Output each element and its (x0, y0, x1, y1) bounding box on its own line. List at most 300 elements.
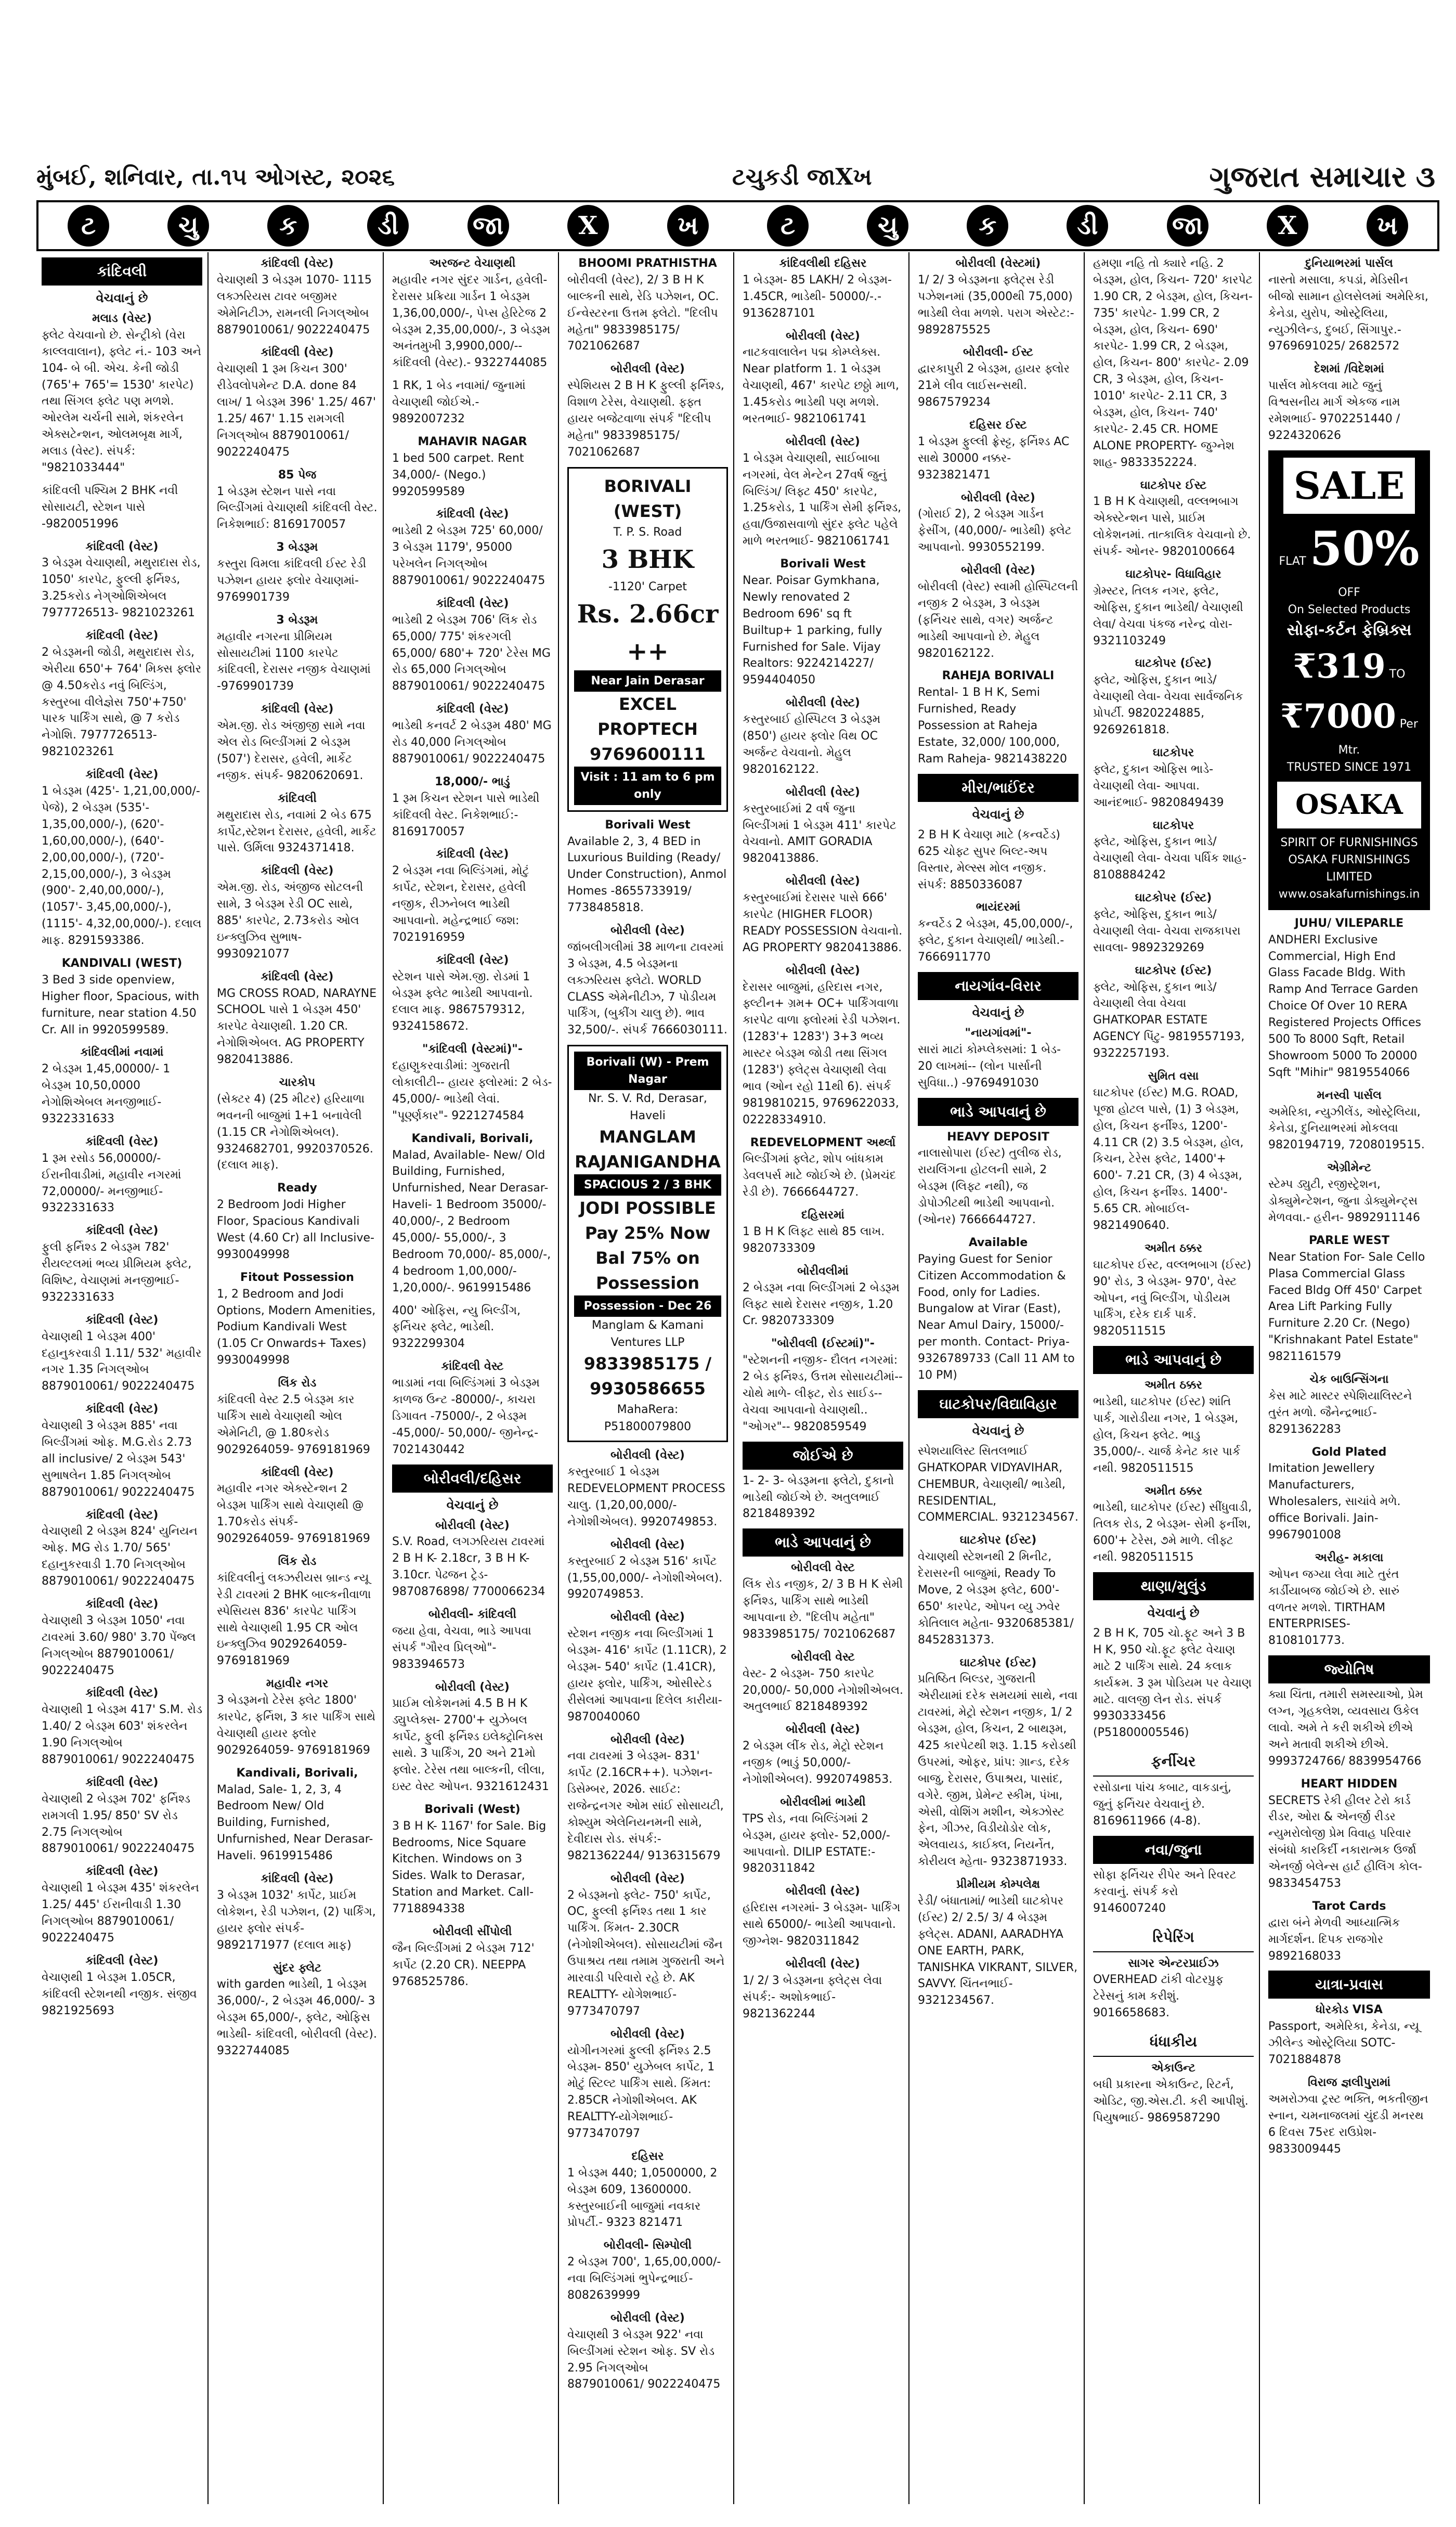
section-subtitle: વેચવાનું છે (96, 291, 148, 305)
ad-area-title: RAHEJA BORIVALI (942, 669, 1055, 683)
ad-body: 1, 2 Bedroom and Jodi Options, Modern Amenities, Podium Kandivali West (1.05 Cr Onwards+ Taxes) 9930049998 (217, 1287, 376, 1367)
classified-ad (567, 923, 728, 1039)
classified-ad (743, 1794, 903, 1877)
classified-ad (567, 1537, 728, 1603)
ad-area-title: ધોરકોડ VISA (1316, 2003, 1383, 2017)
section-subtitle: વેચવાનું છે (1147, 1605, 1200, 1621)
column-8 (1263, 252, 1435, 2504)
classified-ad (918, 344, 1078, 411)
ad-list (918, 1129, 1078, 1384)
classified-ad (743, 1473, 903, 1523)
classified-ad (42, 1685, 202, 1768)
ad-body: 3 બેડરૂમ વેચાણથી, મથુરાદાસ રોડ, 1050' કારપેટ, ફુલ્લી ફર્નિશ્ડ, 3.25કરોડ નેગ્ઓશિએબલ 7977726513- 9821023261 (42, 556, 201, 620)
classified-ad (392, 1303, 553, 1353)
ad-area-title: ઘાટકોપર (1152, 819, 1194, 832)
ad-body: ફ્લેટ, ઓફિસ, દુકાન ભાડે/ વેચાણથી લેવા- વેચવા પર્ધિક શાહ- 8108884242 (1093, 835, 1247, 882)
ad-area-title: કાંદિવલી (વેસ્ટ) (436, 848, 509, 861)
ad-area-title: Gold Plated (1311, 1445, 1387, 1459)
classified-ad (217, 969, 378, 1068)
ad-area-title: ચેક બાઉન્સિંગના (1309, 1372, 1389, 1386)
ad-body: વેચાણથી 3 બેડરૂમ 1050' નવા ટાવરમાં 3.60/ 980' 3.70 પેંજ્લ નિગલ્ઓબ 8879010061/ 9022240475 (42, 1614, 196, 1677)
column-6 (913, 252, 1085, 2504)
ad-body: વેચાણથી 1 બેડરૂમ 417' S.M. રોડ 1.40/ 2 બેડરૂમ 603' શંકરલેન 1.90 નિગલ્ઓબ 8879010061/ 9022240475 (42, 1703, 202, 1767)
ad-area-title: બોરીવલી (વેસ્ટ) (786, 329, 860, 343)
ad-area-title: કાંદિવલી (વેસ્ટ) (261, 1872, 334, 1886)
ad-area-title: બોરીવલી (વેસ્ટમાં) (955, 257, 1041, 270)
classified-ad (217, 791, 378, 857)
ad-phone: 9769600111 (590, 744, 706, 764)
classified-ad (918, 899, 1078, 966)
banner-char: જા (467, 205, 509, 247)
ad-area-title: Ready (277, 1182, 317, 1195)
ad-body: ફ્લેટ વેચવાનો છે. સેન્ટ્રીકો (વેરા કાલ્લવાલાન), ફ્લેટ નં.- 103 અને 104- બે બી. એચ. કેની જોડી (765'+ 765'= 1530' કારપેટ) તથા સિંગલ ફ્લેટ પણ મળશે. ઓરલેમ ચર્ચની સામે, શંકરલેન એક્સટેન્શન, ઓલમબૃક્ષ માર્ગ, મલાડ (વેસ્ટ). સંપર્ક: "9821033444" (42, 328, 202, 475)
ad-body: 400' ઓફિસ, ન્યુ બિલ્ડીંગ, ફર્નિચર ફ્લેટ, ભાડેથી. 9322299304 (392, 1304, 521, 1351)
classified-ad (392, 1802, 553, 1917)
classified-ad (42, 483, 202, 533)
classified-ad (918, 1876, 1078, 2009)
ad-area-title: કાંદિવલી (વેસ્ટ) (85, 1865, 159, 1878)
ad-area-title: બોરીવલી (વેસ્ટ) (786, 1957, 860, 1971)
column-4 (562, 252, 734, 2504)
ad-body: સ્પેશિયસ 2 B H K ફુલ્લી ફર્નિશ્ડ, વિશાળ ટેરેસ, વેચાણથી. ફ્ફ્ત હાયર બજેટવાળા સંપર્ક "દિલીપ મહેતા" 9833985175/ 7021062687 (567, 379, 724, 459)
classified-ad (217, 701, 378, 784)
ad-body: દ્વારા બંને મેળવી આધ્યાત્મિક માર્ગદર્શન. દિપક રાજગોર 9892168033 (1268, 1916, 1400, 1963)
ad-list (567, 1447, 728, 2393)
classified-ad (42, 1312, 202, 1395)
classified-ad (567, 2310, 728, 2393)
banner-char: X (567, 205, 609, 247)
ad-area-title: ઘાટકોપર (ઈસ્ટ) (1135, 657, 1212, 670)
classified-ad (392, 1518, 553, 1600)
ad-list (918, 255, 1078, 768)
classified-ad (567, 255, 728, 355)
classified-ad (918, 1443, 1078, 1526)
ad-body: "સ્ટેશનની નજીક- દૌલત નગરમાં: 2 બેડ ફર્નિશ્ડ, ઉત્તમ સોસાયટીમાં-- ચોથે માળે- લીફ્ટ, રોડ સાઈડ-- વેચવા આપવાનો વેચાણથી.. "ઓગર"-- 9820859549 (743, 1354, 903, 1433)
ad-body: 2 બેડરૂમ લીંક રોડ, મેટ્રો સ્ટેશન નજીક (ભાડું 50,000/- નેગોશીએબલ). 9920749853. (743, 1740, 893, 1786)
classified-ad (743, 784, 903, 867)
classified-ad (1268, 1550, 1430, 1649)
ad-area-title: કાંદિવલી (વેસ્ટ) (261, 257, 334, 270)
classified-ad (1268, 1371, 1430, 1438)
classified-ad (918, 1129, 1078, 1228)
section-subtitle: વેચવાનું છે (446, 1497, 499, 1512)
ad-body: અમેરિકા, ન્યુઝીલેંડ, ઓસ્ટ્રેલિયા, કેનેડા, દુનિયાભરમાં મોકલવા 9820194719, 7208019515. (1268, 1105, 1425, 1152)
ad-area-title: PARLE WEST (1309, 1234, 1389, 1247)
ad-body: ગ્રેમ્સ્ટર, તિલક નગર, ફ્લેટ, ઓફિસ, દુકાન ભાડેથી/ વેચાણથી લેવા/ વેચવા પંકજ નરેન્દ્ર વોરા- 9321103249 (1093, 584, 1243, 647)
classified-ad (1268, 1233, 1430, 1365)
section-heading: ભાડે આપવાનું છે (743, 1528, 903, 1557)
ad-area-title: કાંદિવલી (વેસ્ટ) (85, 1508, 159, 1522)
ad-area-title: Kandivali, Borivali, (411, 1132, 534, 1145)
ad-area-title: બોરીવલી (વેસ્ટ) (786, 696, 860, 710)
classified-ad (1093, 1955, 1254, 2022)
classified-ad (217, 612, 378, 695)
classified-ad (1268, 1898, 1430, 1965)
ad-area-title: ચારકોપ (279, 1075, 316, 1089)
ad-list (1093, 1625, 1254, 1741)
ad-body: ફ્લેટ, ઓફિસ, દુકાન ભાડે/ વેચાણથી લેવા વેચવા GHATKOPAR ESTATE AGENCY પિંટુ- 9819557193, 9322257193. (1093, 980, 1245, 1060)
ad-area-title: દહિસર ઈસ્ટ (969, 419, 1027, 432)
ad-area-title: કાંદિવલી (વેસ્ટ) (436, 953, 509, 967)
sale-percent: 50% (1309, 521, 1420, 576)
ad-area-title: બોરીવલી (વેસ્ટ) (786, 785, 860, 799)
ad-area-title: JUHU/ VILEPARLE (1294, 916, 1404, 930)
classified-ad (743, 1207, 903, 1257)
masthead-title: ગુજરાત સમાચાર (1209, 159, 1407, 194)
ad-body: ભાડેથી કનવર્ટ 2 બેડરૂમ 480' MG રોડ 40,000 નિગલ્ઓબ 8879010061/ 9022240475 (392, 719, 552, 766)
ad-area-title: કાંદિવલી (વેસ્ટ) (85, 629, 159, 643)
ad-body: સારાં માટાં કોમ્પ્લેક્સમાં: 1 બેડ- 20 લાખમાં-- (લોન પાર્સાની સુવિધા..) -9769491030 (918, 1043, 1061, 1090)
ad-body: કસ્તુરબાઈ 1 બેડરૂમ REDEVELOPMENT PROCESS ચાલુ. (1,20,00,000/- નેગોશીએબલ). 9920749853. (567, 1466, 725, 1528)
classified-ad (217, 467, 378, 534)
ad-line: Manglam & Kamani Ventures LLP (591, 1319, 704, 1350)
ad-area-title: કાંદિવલી (વેસ્ટ) (436, 597, 509, 610)
column-1 (36, 252, 209, 2504)
ad-area-title: અરજન્ટ વેચાણથી (429, 257, 516, 270)
banner-char: ખ (667, 205, 709, 247)
ad-body: (ગોરાઈ 2), 2 બેડરૂમ ગાર્ડન ફેસીંગ, (40,000/- ભાડેથી) ફ્લેટ આપવાનો. 9930552199. (918, 508, 1072, 554)
ad-area-title: ઘાટકોપર (ઈસ્ટ) (959, 1534, 1037, 1547)
ad-area-title: કાંદિવલી (વેસ્ટ) (436, 508, 509, 521)
ad-area-title: KANDIVALI (WEST) (61, 956, 183, 970)
classified-ad (567, 361, 728, 460)
classified-ad (918, 1532, 1078, 1648)
section-heading: નાયગાંવ-વિરાર (918, 972, 1078, 1000)
ad-area-title: ઘાટકોપર (ઈસ્ટ) (1135, 891, 1212, 905)
ad-area-title: બોરીવલી- ઈસ્ટ (963, 346, 1033, 359)
ad-body: 2 બેડરૂમ નવા બિલ્ડિંગમાં, મોટું કાર્પેટ, સ્ટેશન, દેરાસર, હવેલી નજીક, રીઝનેબલ ભાડેથી આપવાનો. મહેન્દ્રભાઈ જશ: 7021916959 (392, 864, 529, 944)
sale-word: SALE (1283, 458, 1415, 514)
classified-ad (567, 2026, 728, 2142)
ad-area-title: કાંદિવલી (વેસ્ટ) (261, 703, 334, 716)
ad-body: કાંદિવલી પશ્ચિમ 2 BHK નવી સોસાયટી, સ્ટેશન પાસે -9820051996 (42, 484, 178, 530)
ad-area-title: વિરાજ જ્ઞલીપુરામાં (1308, 2076, 1390, 2090)
ad-body: ભાડામાં નવા બિલ્ડિંગમાં 3 બેડરૂમ કાળજ ઉન્ટ -80000/-, કાચરા ડિગાવત -75000/-, 2 બેડરૂમ -45,000/- 50,000/- જીનેન્દ્ર- 7021430442 (392, 1377, 540, 1456)
ad-body: વેચાણથી સ્ટેશનથી 2 મિનીટ, દેરાસરની બાજુમાં, Ready To Move, 2 બેડરૂમ ફ્લેટ, 600'- 650' કારપેટ, ઓપન વ્યુ ઝવેર કોતિલાલ મહેતા- 9320685381/ 8452831373. (918, 1550, 1074, 1647)
ad-area-title: કાંદિવલી (વેસ્ટ) (85, 540, 159, 553)
section-heading: બોરીવલી/દહિસર (392, 1465, 553, 1493)
ad-line: Possession - Dec 26 (574, 1295, 721, 1317)
classified-ad (217, 539, 378, 606)
ad-body: કન્વર્ટેડ 2 બેડરૂમ, 45,00,000/-, ફ્લેટ, દુકાન વેચાણથી/ ભાડેથી.- 7666911770 (918, 917, 1073, 964)
ad-area-title: સુમિત વસા (1148, 1069, 1199, 1083)
brand-tagline: SPIRIT OF FURNISHINGS (1280, 836, 1418, 849)
classified-ad (1268, 1687, 1430, 1769)
ad-line: JODI POSSIBLE (579, 1198, 716, 1219)
classified-ad (918, 417, 1078, 484)
ad-list (1268, 1687, 1430, 1964)
ad-area-title: કાંદિવલી (વેસ્ટ) (261, 970, 334, 983)
ad-body: 1 બેડરૂમ (425'- 1,21,00,000/- પેજે), 2 બેડરૂમ (535'- 1,35,00,000/-), (620'- 1,60,00,000/-), (640'- 2,00,00,000/-), (720'- 2,15,00,000/-), 3 બેડરૂમ (900'- 2,40,00,000/-), (1057'- 3,45,00,000/-), (1115'- 4,32,00,000/-). દલાલ માફ. 8291593386. (42, 785, 202, 948)
ad-body: જૈન બિલ્ડીંગમાં 2 બેડરૂમ 712' કાર્પેટ (2.20 CR). NEEPPA 9768525786. (392, 1941, 535, 1988)
classified-ad (918, 668, 1078, 767)
ad-body: 2 બેડરૂમ નવા બિલ્ડીંગમાં 2 બેડરૂમ લિફ્ટ સાથે દેરાસર નજીક, 1.20 Cr. 9820733309 (743, 1281, 900, 1328)
ad-line: Borivali (W) - Prem Nagar (574, 1052, 721, 1090)
classified-ad (392, 378, 553, 427)
section-heading: યાત્રા-પ્રવાસ (1268, 1971, 1430, 1999)
ad-list (918, 1443, 1078, 2009)
classified-ad (1093, 255, 1254, 471)
ad-body: કાંદિવલીનું લક્ઝરીયસ બ્રાન્ડ ન્યૂ રેડી ટાવરમાં 2 BHK બાલ્કનીવાળા સ્પેસિયસ 836' કારપેટ પાર્કિંગ સાથે વેચાણથી 1.95 CR ઓલ ઇન્ક્લુઝિવ 9029264059- 9769181969 (217, 1571, 371, 1668)
ad-body: ફુલી ફર્નિશ્ડ 2 બેડરૂમ 782' રીયલ્ટલમાં ભવ્ય પ્રીમિયમ ફ્લેટ, વિશિષ્ટ, વેચાણમાં મનજીભાઈ- 9322331633 (42, 1241, 192, 1304)
ad-area-title: BHOOMI PRATHISTHA (578, 257, 717, 270)
ad-body: વેચાણથી 3 બેડરૂમ 1070- 1115 લક્ઝરિયસ ટાવર બજીમર એમેનિટીઝ, રામનલી નિગલ્ઓબ 8879010061/ 9022240475 (217, 273, 372, 336)
ad-area-title: બોરીવલી (વેસ્ટ) (610, 2027, 685, 2041)
sale-flat: FLAT (1279, 554, 1306, 568)
ad-area-title: 18,000/- ભાડું (435, 775, 510, 788)
ad-body: નવા ટાવરમાં 3 બેડરૂમ- 831' કાર્પેટ (2.16CR++). પઝેશન- ડિસેમ્બર, 2026. સાઈટ: રાજેન્દ્રનગર ઓમ સાંઈ સોસાયટી, કોશ્યુમ એલેનિયનમની સામે, દેવીદાસ રોડ. સંપર્ક:- 9821362244/ 9136315679 (567, 1750, 724, 1862)
classified-ad (392, 595, 553, 695)
ad-area-title: અમીત ઠક્કર (1145, 1241, 1202, 1255)
brand-logo: OSAKA (1276, 780, 1423, 830)
classified-ad (217, 1676, 378, 1758)
ad-body: ભાડેથી 2 બેડરૂમ 725' 60,000/ 3 બેડરૂમ 1179', 95000 પરેખલેન નિગલ્ઓબ 8879010061/ 9022240475 (392, 524, 545, 588)
ad-body: મથુરાદાસ રોડ, નવામાં 2 બેડ 675 કાર્પેટ,સ્ટેશન દેરાસર, હવેલી, માર્કેટ પાસે. ઉર્મિલા 9324371418. (217, 808, 376, 855)
ad-list (743, 1560, 903, 2022)
classified-ad (918, 1655, 1078, 1871)
ad-list (567, 817, 728, 1039)
display-ad-borivali (567, 467, 728, 812)
classified-ad (1268, 2075, 1430, 2157)
banner-char: ટ (68, 205, 109, 247)
ad-list (918, 1025, 1078, 1092)
classified-ad (42, 1401, 202, 1500)
ad-line: Nr. S. V. Rd, Derasar, Haveli (588, 1092, 707, 1123)
ad-list (217, 255, 378, 2059)
ad-body: ફ્લેટ, ઓફિસ, દુકાન ભાડે/ વેચાણથી લેવા- વેચવા રાજકાપરા સાવલા- 9892329269 (1093, 908, 1241, 954)
ad-body: 1 bed 500 carpet. Rent 34,000/- (Nego.) 9920599589 (392, 451, 524, 498)
ad-list (1093, 1780, 1254, 1830)
classified-ad (743, 1649, 903, 1716)
ad-body: Near Station For- Sale Cello Plasa Commercial Glass Faced Bldg Off 450' Carpet Area Lift Parking Fully Furniture 2.20 Cr. (Nego) "Krishnakant Patel Estate" 9821161579 (1268, 1250, 1425, 1364)
classified-ad (743, 1560, 903, 1642)
ad-area-title: "કાંદિવલી (વેસ્ટમાં)"- (422, 1043, 523, 1056)
ad-list (1268, 255, 1430, 444)
ad-area-title: ઘાટકોપર (1152, 746, 1194, 759)
ad-body: 2 બેડરૂમની જોડી, મથુરાદાસ રોડ, એરીયા 650'+ 764' મિક્સ ફ્લોર @ 4.50કરોડ નવું બિલ્ડિંગ, કસ્તુરબા વીલેજ્ઞેસ 750'+750' પારક પાર્કિંગ સાથે, @ 7 કરોડ નેગોશિ. 7977726513- 9821023261 (42, 645, 202, 759)
ad-body: ઓપન જગ્યા લેવા માટે તુરંત કાર્ડીયાબજ જોઈએ છે. સારું વળતર મળશે. TIRTHAM ENTERPRISES- 8108101773. (1268, 1567, 1399, 1648)
section-banner (36, 200, 1439, 251)
ad-area-title: બોરીવલી- સિમ્પોલી (603, 2239, 692, 2252)
ad-area-title: એકાઉન્ટ (1151, 2062, 1195, 2075)
ad-body: લિંક રોડ નજીક, 2/ 3 B H K સેમી ફર્નિશ્ડ, પાર્કિંગ સાથે ભાડેથી આપવાના છે. "દિલીપ મહેતા" 9833985175/ 7021062687 (743, 1578, 903, 1641)
ad-area-title: બોરીવલી (વેસ્ટ) (610, 1611, 685, 1624)
sale-trusted: TRUSTED SINCE 1971 (1286, 760, 1412, 774)
ad-area-title: દહિસરમાં (801, 1209, 845, 1222)
ad-area-title: બોરીવલી (વેસ્ટ) (610, 1733, 685, 1746)
classified-ad (567, 1871, 728, 2020)
ad-body: મહાવીર નગરના પ્રીમિયમ સોસાયટીમાં 1100 કારપેટ કાંદિવલી, દેરાસર નજીક વેચાણમાં -9769901739 (217, 630, 371, 693)
classified-ad (1093, 655, 1254, 738)
section-heading: જ્યોતિષ (1268, 1655, 1430, 1683)
classified-ad (217, 1871, 378, 1953)
ad-body: કસ્તુરબાઈમાં દેરાસર પાસે 666' કારપેટ (HIGHER FLOOR) READY POSSESSION વેચવાનો. AG PROPERTY 9820413886. (743, 891, 903, 954)
ad-area-title: કાંદિવલીથી દહિસર (779, 257, 867, 270)
ad-body: બોરીવલી (વેસ્ટ) સ્વામી હોસ્પિટલની નજીક 2 બેડરૂમ, 3 બેડરૂમ (ફર્નિચર સાથે, વગર) અર્જન્ટ ભાડેથી આપવાનો છે. મેહુલ 9820162122. (918, 580, 1078, 660)
ad-body: સ્ટેશન નજીક નવા બિલ્ડીંગમાં 1 બેડરૂમ- 416' કાર્પેટ (1.11CR), 2 બેડરૂમ- 540' કાર્પેટ (1.41CR), હાયર ફ્લોર, પાર્કિંગ, ઓસીસ્ટેડ રીસેલમાં આપવાના દિલેલ કારીયા- 9870040060 (567, 1627, 727, 1723)
ad-price: Rs. 2.66cr ++ (577, 599, 719, 666)
ad-area-title: બોરીવલી- કાંદિવલી (428, 1608, 517, 1622)
ad-area-title: બોરીવલી (વેસ્ટ) (610, 1449, 685, 1462)
ad-area-title: ભાયંદરમાં (976, 901, 1021, 914)
ad-list (567, 255, 728, 461)
ad-area-title: કાંદિવલી (વેસ્ટ) (85, 1224, 159, 1238)
classified-ad (392, 434, 553, 500)
sale-off: OFF (1338, 586, 1360, 599)
classified-ad (743, 963, 903, 1129)
ad-body: 1 RK, 1 બેડ નવામાં/ જુનામાં વેચાણથી જોઈએ.- 9892007232 (392, 379, 526, 426)
ad-body: TPS રોડ, નવા બિલ્ડિંગમાં 2 બેડરૂમ, હાયર ફ્લોર- 52,000/- આપવાનો. DILIP ESTATE:- 9820311842 (743, 1812, 890, 1875)
classified-ad (217, 1960, 378, 2059)
classified-ad (1268, 1087, 1430, 1154)
classified-ad (1093, 477, 1254, 560)
ad-area-title: 85 પેજ (278, 468, 317, 482)
section-heading: જોઈએ છે (743, 1442, 903, 1470)
ad-carpet: -1120' Carpet (608, 580, 687, 593)
classified-ad (918, 562, 1078, 662)
ad-area-title: ઘાટકોપર ઈસ્ટ (1140, 478, 1207, 492)
section-subtitle: વેચવાનું છે (972, 1423, 1024, 1438)
ad-body: 2 બેડરૂમ 1,45,00000/- 1 બેડરૂમ 10,50,0000 નેગોશિએબલ મનજીભાઈ- 9322331633 (42, 1062, 171, 1125)
ad-body: Passport, અમેરિકા, કેનેડા, ન્યૂ ઝીલેન્ડ ઓસ્ટ્રેલિયા SOTC- 7021884878 (1268, 2020, 1420, 2067)
classified-ad (217, 255, 378, 338)
classified-ad (743, 873, 903, 956)
ad-body: એમ.જી. રોડ અંજીજી સામે નવા એલ રોડ બિલ્ડીંગમાં 2 બેડરૂમ (507') દેરાસર, હવેલી, માર્કેટ નજીક. સંપર્ક- 9820620691. (217, 719, 366, 782)
classified-ad (567, 817, 728, 916)
classified-ad (1268, 2002, 1430, 2068)
classified-ad (1093, 566, 1254, 649)
ad-area-title: Tarot Cards (1312, 1899, 1386, 1913)
ad-area-title: કાંદિવલી (વેસ્ટ) (261, 864, 334, 878)
classified-ad (42, 1223, 202, 1305)
ad-list (42, 310, 202, 2019)
ad-body: 1 બેડરૂમ વેચાણથી, સાઈબાબા નગરમાં, વેલ મેન્ટેન 27વર્ષ જુનું બિલ્ડિંગ/ લિફ્ટ 450' કારપેટ, 1.25કરોડ, 1 પાર્કિંગ સેમી ફર્નિશ્ડ, હવા/ઉજાસવાળો સુંદર ફ્લેટ પહેલે માળે ભરતભાઈ- 9821061741 (743, 451, 902, 548)
ad-body: ANDHERI Exclusive Commercial, High End Glass Facade Bldg. With Ramp And Terrace Garden Choice Of Over 10 RERA Registered Projects Offices 500 To 8000 Sqft, Retail Showroom 5000 To 20000 Sqft "Mihir" 9819554066 (1268, 933, 1421, 1079)
classified-ad (217, 1553, 378, 1669)
ad-area-title: Borivali West (605, 818, 691, 832)
classified-ad (392, 506, 553, 589)
ad-body: ભાડેથી 2 બેડરૂમ 706' લિંક રોડ 65,000/ 775' શંકરગલી 65,000/ 680'+ 720' ટેરેસ MG રોડ 65,000 નિગલ્ઓબ 8879010061/ 9022240475 (392, 613, 551, 693)
ad-area-title: સુંદર ફ્લેટ (272, 1961, 322, 1975)
ad-area-title: બોરીવલી (વેસ્ટ) (961, 491, 1035, 504)
ad-area-title: બોરીવલી (વેસ્ટ) (786, 875, 860, 888)
ad-body: 2 B H K વેચાણ માટે (કન્વર્ટેડ) 625 ચોફ્ટ સુપર બિલ્ટ-અપ વિસ્તાર, મેલ્સ્સ મોલ નજીક. સંપર્ક: 8850336087 (918, 828, 1060, 891)
classified-ad (743, 1263, 903, 1330)
classified-ad (567, 1447, 728, 1530)
ad-body: પ્રતિષ્ઠિત બિલ્ડર, ગુજરાતી એરીયામાં દરેક સમયમાં સાથે, નવા ટાવરમાં, મેટ્રો સ્ટેશન નજીક, 1/ 2 બેડરૂમ, હોલ, કિચન, 2 બાથરૂમ, 425 કારપેટથી શરૂ. 1.15 કરોડથી ઉપરમાં, ઓફર, પ્રાંપ: ગ્રાન્ડ, દરેક બાજુ, દેરાસર, ઉપાશ્રય, પાસાંદ, વગેરે. જીમ, પ્રેમેન્ટ સ્કીમ, પંખા, એસી, વોશિંગ મશીન, એક્ઝોસ્ટ ફેન, ગીઝર, વિડીયોડોર લોક, એલવાયડ, કાઈક્લ, નિયર્નેત, કોરીયલ મ્હેતા- 9323871933. (918, 1673, 1078, 1869)
ad-list (1093, 1867, 1254, 1917)
classified-ad (1268, 255, 1430, 355)
classified-ad (1268, 1776, 1430, 1892)
ad-area-title: બોરીવલી (વેસ્ટ) (786, 964, 860, 977)
ad-body: પાર્સલ મોકલવા માટે જુનું વિશ્વસનીય માર્ગ એકજ નામ રમેશભાઈ- 9702251440 / 9224320626 (1268, 379, 1400, 442)
ad-body: વેચાણથી 2 બેડરૂમ 824' યુનિયન ઓફ. MG રોડ 1.70/ 565' દહાનુકરવાડી 1.70 નિગલ્ઓબ 8879010061/ 9022240475 (42, 1525, 198, 1588)
classified-ad (217, 344, 378, 460)
ad-body: Paying Guest for Senior Citizen Accommodation & Food, only for Ladies. Bungalow at Virar (East), Near Amul Dairy, 15000/- per month. Contact- Priya- 9326789733 (Call 11 AM to 10 PM) (918, 1252, 1075, 1382)
classified-ad (918, 1235, 1078, 1384)
section-heading: કાંદિવલી (42, 257, 202, 286)
ad-area-title: 3 બેડરૂમ (276, 613, 318, 627)
classified-ad (42, 628, 202, 760)
ad-area-title: બોરીવલીમાં (797, 1264, 849, 1278)
ad-body: 1- 2- 3- બેડરૂમના ફ્લેટો, દુકાનો ભાડેથી જોઈએ છે. અતુલભાઈ 8218489392 (743, 1474, 894, 1521)
classified-ad (1268, 915, 1430, 1081)
ad-area-title: Kandivali, Borivali, (236, 1766, 358, 1780)
classified-ad (918, 490, 1078, 556)
ad-area-title: કાંદિવલી (વેસ્ટ) (85, 768, 159, 782)
ad-area-title: Borivali West (780, 558, 866, 571)
ad-area-title: 3 બેડરૂમ (276, 541, 318, 554)
classified-ad (1093, 1377, 1254, 1476)
ad-body: સ્ટેશન પાસે એમ.જી. રોડમાં 1 બેડરૂમ ફ્લેટ ભાડેથી આપવાનો. દલાલ માફ. 9867579312, 9324158672. (392, 970, 533, 1033)
ad-area-title: સાગર એન્ટરપ્રાઈઝ (1128, 1956, 1219, 1970)
ad-area-title: દેશમાં /વિદેશમાં (1314, 362, 1384, 376)
banner-char: ક (267, 205, 309, 247)
ad-area-title: દહિસર (631, 2149, 664, 2163)
classified-ad (743, 695, 903, 777)
ad-body: સ્પેશયાલિસ્ટ સિતલભાઈ GHATKOPAR VIDYAVIHAR, CHEMBUR, વેચાણથી/ ભાડેથી, RESIDENTIAL, COMMERCIAL. 9321234567. (918, 1444, 1078, 1524)
classified-ad (42, 1953, 202, 2019)
classified-ad (1093, 890, 1254, 956)
ad-body: Malad, Available- New/ Old Building, Furnished, Unfurnished, Near Derasar- Haveli- 1 Bedroom 35000/- 40,000/-, 2 Bedroom 45,000/- 55,000/-, 3 Bedroom 70,000/- 85,000/-, 4 bedroom 1,00,000/- 1,20,000/-. 9619915486 (392, 1148, 551, 1294)
ad-body: કસ્તુરબાઈ હોસ્પિટલ 3 બેડરૂમ (850') હાયર ફ્લોર વિથ OC અર્જન્ટ વેચવાનો. મેહુલ 9820162122. (743, 713, 881, 776)
ad-body: વેચાણથી 1 બેડરૂમ 1.05CR, કાંદિવલી સ્ટેશનથી નજીક. સંજીવ 9821925693 (42, 1971, 197, 2017)
classified-ad (392, 952, 553, 1035)
section-heading: ભાડે આપવાનું છે (1093, 1346, 1254, 1374)
classified-ad (217, 1375, 378, 1458)
ad-subheading: T. P. S. Road (613, 525, 682, 539)
ad-area-title: કાંદિવલીમાં નવામાં (80, 1046, 164, 1059)
ad-area-title: મહાવીર નગર (266, 1677, 329, 1691)
classified-ad (217, 1765, 378, 1864)
ad-area-title: બોરીવલી (વેસ્ટ) (610, 362, 685, 376)
sale-to: TO (1389, 667, 1406, 681)
classified-ad (42, 1134, 202, 1216)
classified-ad (42, 1596, 202, 1679)
ad-body: Near. Poisar Gymkhana, Newly renovated 2 Bedroom 696' sq ft Builtup+ 1 parking, fully Furnished for Sale. Vijay Realtors: 9224214227/ 9594404050 (743, 574, 882, 687)
section-heading: ધંધાકીય (1093, 2028, 1254, 2057)
section-heading: નવા/જુના (1093, 1836, 1254, 1864)
ad-body: 1/ 2/ 3 બેડરૂમના ફ્લેટ્સ લેવા સંપર્ક:- અશોકભાઈ- 9821362244 (743, 1974, 882, 2020)
masthead (1209, 160, 1435, 195)
ad-area-title: મલાડ (વેસ્ટ) (92, 312, 152, 325)
ad-body: 2 બેડરૂમ 700', 1,65,00,000/- નવા બિલ્ડિંગમાં ભુપેન્દ્રભાઈ- 8082639999 (567, 2256, 721, 2302)
classified-ad (392, 1358, 553, 1458)
ad-body: 1 બેડરૂમ- 85 LAKH/ 2 બેડરૂમ- 1.45CR, ભાડેથી- 50000/-.- 9136287101 (743, 273, 892, 320)
ad-body: 1/ 2/ 3 બેડરૂમના ફ્લેટ્સ રેડી પઝેશનમાં (35,000થી 75,000) ભાડેથી લેવા મળશે. પરાગ એસ્ટેટ:- 9892875525 (918, 273, 1074, 336)
brand-website: www.osakafurnishings.in (1278, 887, 1420, 901)
ad-body: દેરાસર બાજુમાં, હરિદાસ નગર, ફ્લ્ટીન+ ગ્રમ+ OC+ પાર્કિંગવાળા કારપેટ વાળા ફ્લોરમાં રેડી પઝેશન. (1283'+ 1283') 3+3 ભવ્ય માસ્ટર બેડરૂમ જોડી તથા સિંગલ (1283') ફ્લેટ્સ વેચાણથી લેવા ભાવ (ઓન રહો 11થી 6). સંપર્ક 9819810215, 9769622033, 02228334910. (743, 980, 901, 1126)
ad-near: Near Jain Derasar (574, 670, 721, 692)
ad-body: S.V. Road, લગઝરિયસ ટાવરમાં 2 B H K- 2.18cr, 3 B H K- 3.10cr. પેઢજન ટ્રેડ- 9870876898/ 7700066234 (392, 1535, 545, 1599)
classified-ad (1093, 963, 1254, 1062)
ad-body: મહાવીર નગર એક્સ્ટેન્શન 2 બેડરૂમ પાર્કિંગ સાથે વેચાણથી @ 1.70કરોડ સંપર્ક- 9029264059- 9769181969 (217, 1482, 370, 1546)
classified-ad (217, 863, 378, 962)
ad-area-title: બોરીવલી વેસ્ટ (791, 1650, 855, 1664)
ad-area-title: HEART HIDDEN (1301, 1777, 1398, 1791)
ad-body: જાંબલીગલીમાં 38 માળના ટાવરમાં 3 બેડરૂમ, 4.5 બેડરૂમના લક્ઝરિયસ ફ્લેટો. WORLD CLASS એમેનીટીઝ, 7 પોડીયમ પાર્કિંગ, (બુકીંગ ચાલુ છે). ભાવ 32,500/-. સંપર્ક 7666030111. (567, 940, 727, 1037)
ad-body: હરિદાસ નગરમાં- 3 બેડરૂમ- પાર્કિંગ સાથે 65000/- ભાડેથી આપવાનો. જીગ્નેશ- 9820311842 (743, 1901, 901, 1948)
ad-list (743, 1473, 903, 1523)
section-heading: ઘાટકોપર/વિદ્યાવિહાર (918, 1390, 1078, 1418)
section-heading: થાણા/મુલુંડ (1093, 1572, 1254, 1600)
section-heading: રિપેરિંગ (1093, 1923, 1254, 1952)
ad-list (1093, 1377, 1254, 1566)
ad-body: MG CROSS ROAD, NARAYNE SCHOOL પાસે 1 બેડરૂમ 450' કારપેટ વેચાણથી. 1.20 CR. નેગોશિએબલ. AG PROPERTY 9820413886. (217, 987, 377, 1067)
classified-ad (42, 539, 202, 621)
ad-list (1268, 2002, 1430, 2157)
ad-body: વેચાણથી 1 બેડરૂમ 435' શંકરલેન 1.25/ 445' ઈરાનીવાડી 1.30 નિગલ્ઓબ 8879010061/ 9022240475 (42, 1882, 199, 1945)
